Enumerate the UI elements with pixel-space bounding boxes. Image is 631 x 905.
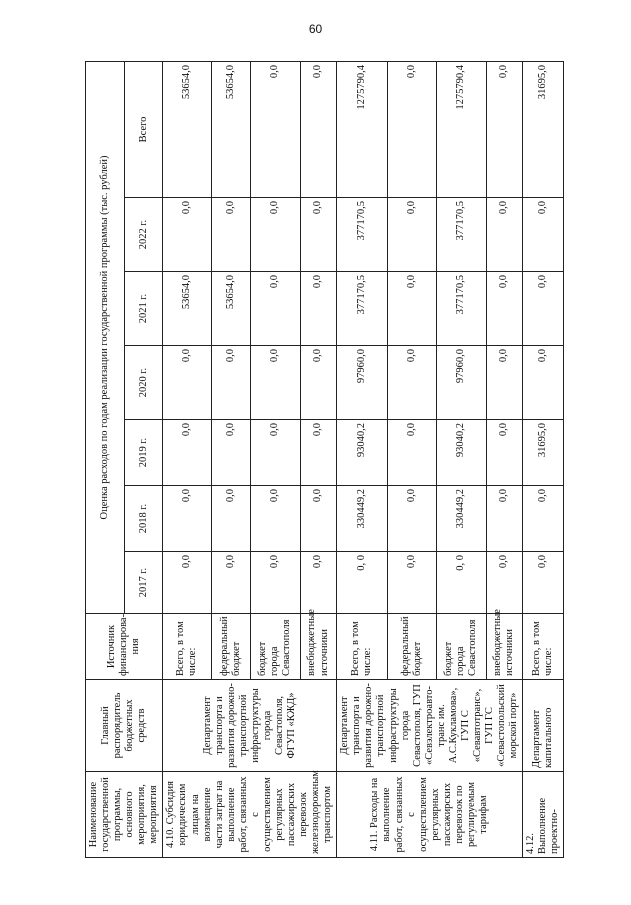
- cell-value: 0,0: [388, 486, 437, 552]
- cell-value: 0,0: [250, 272, 300, 346]
- cell-value: 330449,2: [436, 486, 486, 552]
- cell-value: 0,0: [163, 346, 212, 420]
- cell-value: 53654,0: [163, 61, 212, 197]
- table-region: [85, 62, 561, 858]
- header-year-2019: 2019 г.: [124, 420, 163, 486]
- cell-value: 0,0: [211, 486, 250, 552]
- cell-value: 0,0: [486, 346, 522, 420]
- row-source: федеральный бюджет: [388, 614, 437, 680]
- cell-value: 0,0: [388, 272, 437, 346]
- cell-value: 0,0: [163, 420, 212, 486]
- cell-value: 0,0: [486, 61, 522, 197]
- cell-value: 0,0: [486, 420, 522, 486]
- row-source: внебюджетные источники: [300, 614, 336, 680]
- row-source: Всего, в том числе:: [523, 614, 564, 680]
- header-year-2017: 2017 г.: [124, 552, 163, 614]
- cell-value: 377170,5: [436, 272, 486, 346]
- header-year-2021: 2021 г.: [124, 272, 163, 346]
- row-executor: Департамент капитального: [523, 680, 564, 772]
- cell-value: 0,0: [486, 486, 522, 552]
- row-source: федеральный бюджет: [211, 614, 250, 680]
- cell-value: 0,0: [300, 552, 336, 614]
- page-number: 60: [308, 22, 323, 36]
- row-source: Всего, в том числе:: [337, 614, 388, 680]
- cell-value: 0,0: [300, 486, 336, 552]
- header-year-2020: 2020 г.: [124, 346, 163, 420]
- cell-value: 0,0: [300, 61, 336, 197]
- cell-value: 1275790,4: [436, 61, 486, 197]
- header-source: Источник финансирова-ния: [86, 614, 163, 680]
- cell-value: 0,0: [163, 486, 212, 552]
- cell-value: 53654,0: [211, 272, 250, 346]
- table-row: [337, 61, 388, 857]
- cell-value: 1275790,4: [337, 61, 388, 197]
- table-row: [163, 61, 212, 857]
- cell-value: 0,0: [211, 552, 250, 614]
- cell-value: 0,0: [163, 198, 212, 272]
- cell-value: 0,0: [486, 552, 522, 614]
- cell-value: 53654,0: [211, 61, 250, 197]
- cell-value: 377170,5: [436, 198, 486, 272]
- cell-value: 0,0: [388, 61, 437, 197]
- cell-value: 0,0: [300, 420, 336, 486]
- cell-value: 0,0: [211, 346, 250, 420]
- header-total: Всего: [124, 61, 163, 197]
- cell-value: 0,0: [486, 198, 522, 272]
- cell-value: 0,0: [250, 346, 300, 420]
- cell-value: 0,0: [211, 420, 250, 486]
- cell-value: 31695,0: [523, 420, 564, 486]
- cell-value: 377170,5: [337, 198, 388, 272]
- cell-value: 93040,2: [436, 420, 486, 486]
- row-source: бюджет города Севастополя: [250, 614, 300, 680]
- budget-table: [85, 61, 564, 858]
- cell-value: 0,0: [211, 198, 250, 272]
- row-source: Всего, в том числе:: [163, 614, 212, 680]
- cell-value: 0,0: [388, 552, 437, 614]
- cell-value: 330449,2: [337, 486, 388, 552]
- cell-value: 31695,0: [523, 61, 564, 197]
- header-group: Оценка расходов по годам реализации государственной программы (тыс. рублей): [86, 61, 125, 613]
- row-name: 4.10. Субсидия юридическим лицам на возмещение части затрат на выполнение работ, связанных с осуществлением регулярных пассажирских перевозок железнодорожным транспортом: [163, 772, 337, 858]
- row-executor: Департамент транспорта и развития дорожно-транспортной инфраструктуры города Севастополя, ГУП «Севэлектроавто-транс им. А.С.Кукламова», ГУП С «Севавтотранс», ГУП ГС «Севастопольский морской порт»: [337, 680, 523, 772]
- cell-value: 0,0: [523, 486, 564, 552]
- table-row: [523, 61, 564, 857]
- cell-value: 0,0: [523, 552, 564, 614]
- cell-value: 0,0: [388, 420, 437, 486]
- cell-value: 0,0: [300, 346, 336, 420]
- row-name: 4.12. Выполнение проектно-: [523, 772, 564, 858]
- rotated-table-container: [85, 62, 561, 858]
- header-year-2018: 2018 г.: [124, 486, 163, 552]
- cell-value: 0,0: [300, 198, 336, 272]
- cell-value: 0,0: [388, 346, 437, 420]
- header-year-2022: 2022 г.: [124, 198, 163, 272]
- cell-value: 0, 0: [436, 552, 486, 614]
- cell-value: 0,0: [388, 198, 437, 272]
- row-source: бюджет города Севастополя: [436, 614, 486, 680]
- row-name: 4.11. Расходы на выполнение работ, связанных с осуществлением регулярных пассажирских перевозок по регулируемым тарифам: [337, 772, 523, 858]
- row-executor: Департамент транспорта и развития дорожно-транспортной инфраструктуры города Севастополя, ФГУП «КЖД»: [163, 680, 337, 772]
- cell-value: 377170,5: [337, 272, 388, 346]
- header-executor: Главный распорядитель бюджетных средств: [86, 680, 163, 772]
- cell-value: 0,0: [163, 552, 212, 614]
- cell-value: 97960,0: [436, 346, 486, 420]
- cell-value: 53654,0: [163, 272, 212, 346]
- cell-value: 0,0: [523, 346, 564, 420]
- cell-value: 0,0: [250, 61, 300, 197]
- cell-value: 0,0: [250, 552, 300, 614]
- cell-value: 0,0: [250, 198, 300, 272]
- cell-value: 97960,0: [337, 346, 388, 420]
- cell-value: 0,0: [250, 486, 300, 552]
- cell-value: 0,0: [300, 272, 336, 346]
- cell-value: 0, 0: [337, 552, 388, 614]
- cell-value: 0,0: [250, 420, 300, 486]
- cell-value: 93040,2: [337, 420, 388, 486]
- header-name: Наименование государственной программы, основного мероприятия, мероприятия: [86, 772, 163, 858]
- cell-value: 0,0: [523, 272, 564, 346]
- cell-value: 0,0: [523, 198, 564, 272]
- cell-value: 0,0: [486, 272, 522, 346]
- row-source: внебюджетные источники: [486, 614, 522, 680]
